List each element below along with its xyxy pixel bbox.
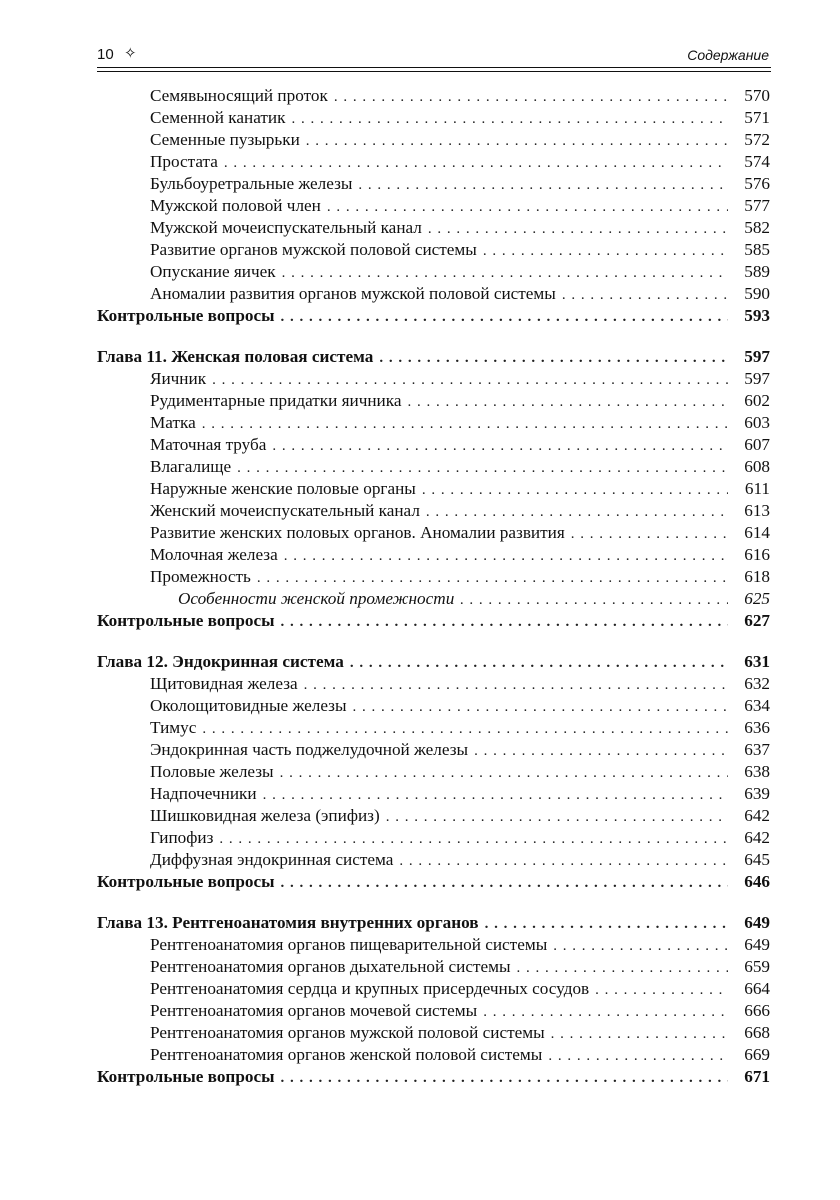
toc-entry — [150, 717, 770, 739]
toc-entry-page: 649 — [744, 913, 770, 932]
toc-entry-page: 577 — [744, 196, 770, 215]
toc-entry-page: 625 — [744, 589, 770, 608]
toc-entry-title: Наружные женские половые органы — [150, 478, 422, 500]
toc-entry-title: Семенной канатик — [150, 107, 291, 129]
toc-entry-page: 570 — [744, 86, 770, 105]
toc-entry — [97, 610, 770, 632]
dot-leader — [282, 262, 728, 284]
toc-entry — [150, 849, 770, 871]
dot-leader — [553, 935, 728, 957]
toc-entry-page: 571 — [744, 108, 770, 127]
dot-leader — [280, 762, 728, 784]
toc-entry-title: Маточная труба — [150, 434, 272, 456]
toc-entry-title: Щитовидная железа — [150, 673, 304, 695]
dot-leader — [263, 784, 728, 806]
toc-entry-page: 576 — [744, 174, 770, 193]
toc-entry — [97, 1066, 770, 1088]
dot-leader — [483, 240, 728, 262]
toc-entry-page: 631 — [744, 652, 770, 671]
toc-entry — [150, 195, 770, 217]
dot-leader — [483, 1001, 728, 1023]
toc-entry-title: Шишковидная железа (эпифиз) — [150, 805, 386, 827]
toc-entry-title: Матка — [150, 412, 202, 434]
toc-entry — [97, 871, 770, 893]
toc-entry-page: 639 — [744, 784, 770, 803]
toc-entry — [97, 912, 770, 934]
toc-entry-title: Промежность — [150, 566, 257, 588]
dot-leader — [237, 457, 728, 479]
toc-entry-title: Околощитовидные железы — [150, 695, 353, 717]
toc-entry-title: Молочная железа — [150, 544, 284, 566]
toc-entry-page: 646 — [744, 872, 770, 891]
dot-leader — [202, 718, 728, 740]
toc-entry-title: Глава 12. Эндокринная система — [97, 651, 350, 673]
toc-entry-page: 614 — [744, 523, 770, 542]
toc-entry-title: Влагалище — [150, 456, 237, 478]
toc-entry — [150, 805, 770, 827]
toc-entry-title: Аномалии развития органов мужской половой системы — [150, 283, 562, 305]
dot-leader — [399, 850, 728, 872]
toc-entry-title: Развитие органов мужской половой системы — [150, 239, 483, 261]
toc-entry — [150, 151, 770, 173]
toc-entry-page: 597 — [744, 347, 770, 366]
toc-entry — [150, 1000, 770, 1022]
toc-entry-page: 602 — [744, 391, 770, 410]
dot-leader — [327, 196, 728, 218]
toc-entry — [150, 739, 770, 761]
dot-leader — [548, 1045, 728, 1067]
dot-leader — [284, 545, 728, 567]
dot-leader — [595, 979, 728, 1001]
toc-entry — [150, 1044, 770, 1066]
toc-entry-page: 638 — [744, 762, 770, 781]
dot-leader — [281, 306, 728, 328]
toc-entry-title: Контрольные вопросы — [97, 871, 281, 893]
dot-leader — [291, 108, 728, 130]
toc-entry-title: Женский мочеиспускательный канал — [150, 500, 426, 522]
toc-entry-page: 642 — [744, 828, 770, 847]
page-header — [97, 44, 771, 66]
toc-entry-title: Рентгеноанатомия органов дыхательной системы — [150, 956, 517, 978]
dot-leader — [460, 589, 728, 611]
dot-leader — [281, 611, 728, 633]
toc-entry-title: Мужской половой член — [150, 195, 327, 217]
toc-entry-page: 607 — [744, 435, 770, 454]
toc-entry — [97, 651, 770, 673]
toc-entry — [150, 827, 770, 849]
toc-entry — [150, 456, 770, 478]
toc-entry — [150, 522, 770, 544]
toc-entry-page: 645 — [744, 850, 770, 869]
toc-entry-page: 632 — [744, 674, 770, 693]
toc-entry — [150, 978, 770, 1000]
toc-entry-title: Рентгеноанатомия сердца и крупных присердечных сосудов — [150, 978, 595, 1000]
toc-entry-title: Контрольные вопросы — [97, 1066, 281, 1088]
dot-leader — [358, 174, 728, 196]
toc-entry — [150, 261, 770, 283]
toc-entry-title: Контрольные вопросы — [97, 610, 281, 632]
toc-entry — [150, 934, 770, 956]
toc-entry-title: Яичник — [150, 368, 212, 390]
toc-entry-page: 642 — [744, 806, 770, 825]
toc-entry-page: 597 — [744, 369, 770, 388]
dot-leader — [281, 1067, 728, 1089]
toc-entry-page: 616 — [744, 545, 770, 564]
dot-leader — [334, 86, 728, 108]
toc-entry-page: 582 — [744, 218, 770, 237]
toc-entry — [150, 434, 770, 456]
dot-leader — [202, 413, 728, 435]
dot-leader — [422, 479, 728, 501]
toc-entry-page: 572 — [744, 130, 770, 149]
toc-entry — [150, 368, 770, 390]
toc-entry — [150, 412, 770, 434]
ornament-icon: ✧ — [124, 44, 137, 62]
toc-entry-title: Развитие женских половых органов. Аномалии развития — [150, 522, 571, 544]
toc-entry-page: 613 — [744, 501, 770, 520]
toc-entry — [150, 695, 770, 717]
dot-leader — [474, 740, 728, 762]
toc-entry-page: 671 — [744, 1067, 770, 1086]
toc-entry-page: 589 — [744, 262, 770, 281]
toc-entry — [150, 478, 770, 500]
toc-entry — [150, 129, 770, 151]
toc-entry-title: Глава 11. Женская половая система — [97, 346, 379, 368]
dot-leader — [426, 501, 728, 523]
toc-entry-title: Диффузная эндокринная система — [150, 849, 399, 871]
toc-entry-page: 634 — [744, 696, 770, 715]
toc-entry — [150, 500, 770, 522]
dot-leader — [407, 391, 728, 413]
toc-entry — [150, 85, 770, 107]
toc-entry-title: Эндокринная часть поджелудочной железы — [150, 739, 474, 761]
toc-entry-page: 636 — [744, 718, 770, 737]
toc-entry — [150, 239, 770, 261]
toc-entry-title: Бульбоуретральные железы — [150, 173, 358, 195]
dot-leader — [212, 369, 728, 391]
toc-entry-page: 669 — [744, 1045, 770, 1064]
toc-entry-page: 603 — [744, 413, 770, 432]
toc-entry-title: Опускание яичек — [150, 261, 282, 283]
header-rule-thin — [97, 71, 771, 72]
toc-entry-page: 590 — [744, 284, 770, 303]
toc-entry-title: Половые железы — [150, 761, 280, 783]
dot-leader — [428, 218, 728, 240]
dot-leader — [562, 284, 728, 306]
toc-entry-title: Семенные пузырьки — [150, 129, 306, 151]
toc-entry-title: Мужской мочеиспускательный канал — [150, 217, 428, 239]
toc-entry — [150, 107, 770, 129]
toc-entry — [97, 305, 770, 327]
header-rule — [97, 67, 771, 68]
toc-entry — [150, 173, 770, 195]
dot-leader — [517, 957, 728, 979]
dot-leader — [304, 674, 728, 696]
toc-entry-title: Рентгеноанатомия органов мужской половой системы — [150, 1022, 551, 1044]
toc-entry — [150, 544, 770, 566]
toc-entry — [150, 956, 770, 978]
toc-entry — [150, 390, 770, 412]
toc-entry — [150, 283, 770, 305]
toc-entry-page: 574 — [744, 152, 770, 171]
toc-entry-page: 664 — [744, 979, 770, 998]
toc-entry-title: Рентгеноанатомия органов женской половой системы — [150, 1044, 548, 1066]
toc-entry-title: Особенности женской промежности — [178, 588, 460, 610]
toc-entry — [150, 566, 770, 588]
dot-leader — [219, 828, 728, 850]
dot-leader — [306, 130, 728, 152]
dot-leader — [281, 872, 728, 894]
toc-entry-title: Простата — [150, 151, 224, 173]
toc-entry-page: 637 — [744, 740, 770, 759]
dot-leader — [257, 567, 728, 589]
toc-entry — [150, 673, 770, 695]
toc-entry — [178, 588, 770, 610]
toc-entry-title: Надпочечники — [150, 783, 263, 805]
toc-entry-page: 618 — [744, 567, 770, 586]
toc-entry-title: Рентгеноанатомия органов мочевой системы — [150, 1000, 483, 1022]
toc-entry-page: 627 — [744, 611, 770, 630]
toc-entry-page: 666 — [744, 1001, 770, 1020]
toc-entry-title: Гипофиз — [150, 827, 219, 849]
toc-entry-page: 659 — [744, 957, 770, 976]
toc-entry-page: 585 — [744, 240, 770, 259]
toc-entry-page: 593 — [744, 306, 770, 325]
dot-leader — [551, 1023, 728, 1045]
toc-entry-title: Рудиментарные придатки яичника — [150, 390, 407, 412]
toc-entry-page: 611 — [744, 479, 770, 498]
toc-entry-title: Тимус — [150, 717, 202, 739]
dot-leader — [272, 435, 728, 457]
dot-leader — [571, 523, 728, 545]
dot-leader — [485, 913, 728, 935]
toc-entry-title: Глава 13. Рентгеноанатомия внутренних органов — [97, 912, 485, 934]
dot-leader — [379, 347, 728, 369]
toc-entry-page: 608 — [744, 457, 770, 476]
dot-leader — [350, 652, 728, 674]
toc-entry — [150, 217, 770, 239]
toc-entry — [150, 761, 770, 783]
toc-entry-title: Контрольные вопросы — [97, 305, 281, 327]
dot-leader — [386, 806, 728, 828]
toc-entry — [150, 783, 770, 805]
page-number: 10 — [97, 46, 114, 63]
toc-entry — [97, 346, 770, 368]
toc-entry — [150, 1022, 770, 1044]
dot-leader — [353, 696, 729, 718]
toc-entry-page: 649 — [744, 935, 770, 954]
toc-entry-title: Рентгеноанатомия органов пищеварительной системы — [150, 934, 553, 956]
dot-leader — [224, 152, 728, 174]
toc-entry-page: 668 — [744, 1023, 770, 1042]
running-title: Содержание — [687, 47, 769, 63]
toc-entry-title: Семявыносящий проток — [150, 85, 334, 107]
